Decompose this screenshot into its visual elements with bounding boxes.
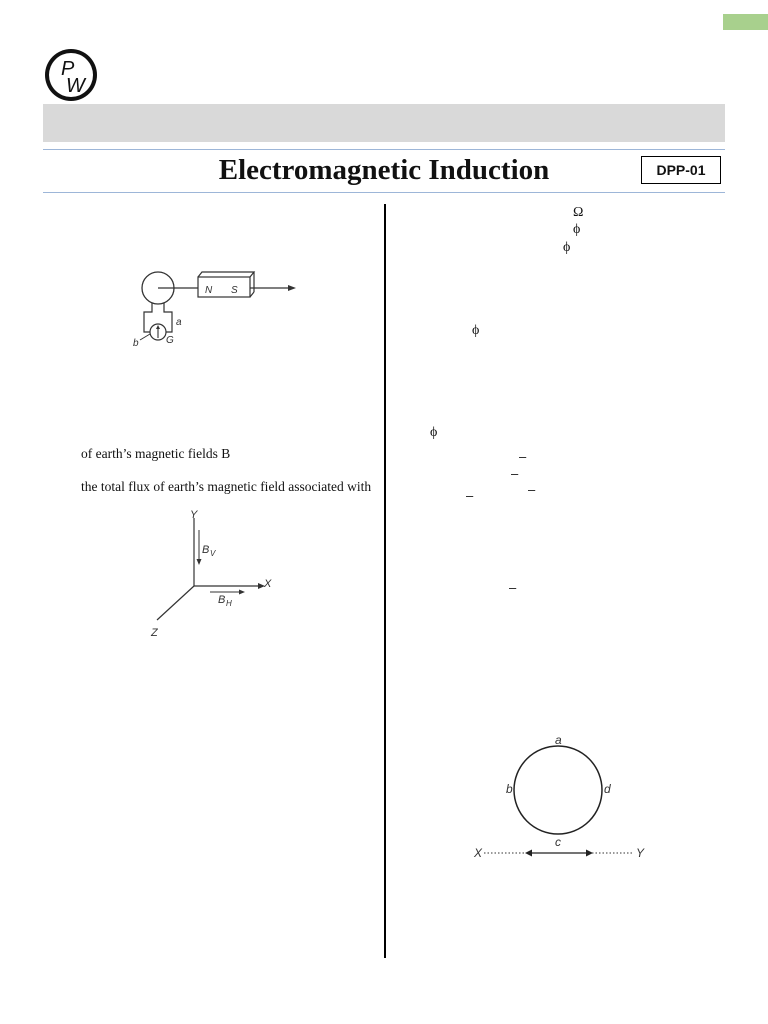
line-end-y: Y (636, 846, 645, 860)
dash-mark-1: – (519, 449, 527, 464)
magnet-s-label: S (231, 285, 238, 296)
column-divider (384, 204, 386, 958)
logo-letter-w: W (66, 75, 85, 97)
ring-point-d: d (604, 782, 611, 796)
text-earth-field: of earth’s magnetic fields B (81, 446, 231, 461)
dash-mark-3: – (528, 482, 536, 497)
logo-letter-p: P (61, 58, 75, 80)
header-accent-tab (723, 14, 768, 30)
coil-magnet-figure (110, 262, 300, 354)
bh-subscript: H (226, 599, 232, 608)
ring-point-b: b (506, 782, 513, 796)
axis-x-label: X (264, 578, 272, 590)
line-end-x: X (474, 846, 483, 860)
dash-mark-4: – (466, 488, 474, 503)
phi-symbol-1: ϕ (573, 222, 581, 237)
phi-symbol-3: ϕ (472, 323, 480, 338)
axis-y-label: Y (190, 509, 198, 521)
dash-mark-5: – (509, 580, 517, 595)
bh-label: B (218, 594, 226, 606)
ring-point-c: c (555, 835, 561, 849)
point-b-label: b (133, 338, 139, 349)
point-a-label: a (176, 317, 182, 328)
page-title: Electromagnetic Induction (218, 154, 550, 186)
phi-symbol-4: ϕ (430, 425, 438, 440)
title-top-rule (43, 149, 725, 150)
dash-mark-2: – (511, 466, 519, 481)
ring-figure (470, 730, 650, 865)
galvanometer-label: G (166, 335, 174, 346)
header-band (43, 104, 725, 142)
omega-symbol: Ω (573, 205, 584, 220)
axis-z-label: Z (151, 627, 158, 639)
pw-logo (44, 48, 98, 102)
dpp-badge: DPP-01 (641, 156, 721, 184)
title-bottom-rule (43, 192, 725, 193)
bv-label: B (202, 544, 210, 556)
bv-subscript: V (210, 549, 216, 558)
text-total-flux: the total flux of earth’s magnetic field associated with (81, 479, 372, 494)
earth-field-axes-figure (148, 508, 276, 640)
ring-point-a: a (555, 733, 562, 747)
phi-symbol-2: ϕ (563, 240, 571, 255)
magnet-n-label: N (205, 285, 213, 296)
